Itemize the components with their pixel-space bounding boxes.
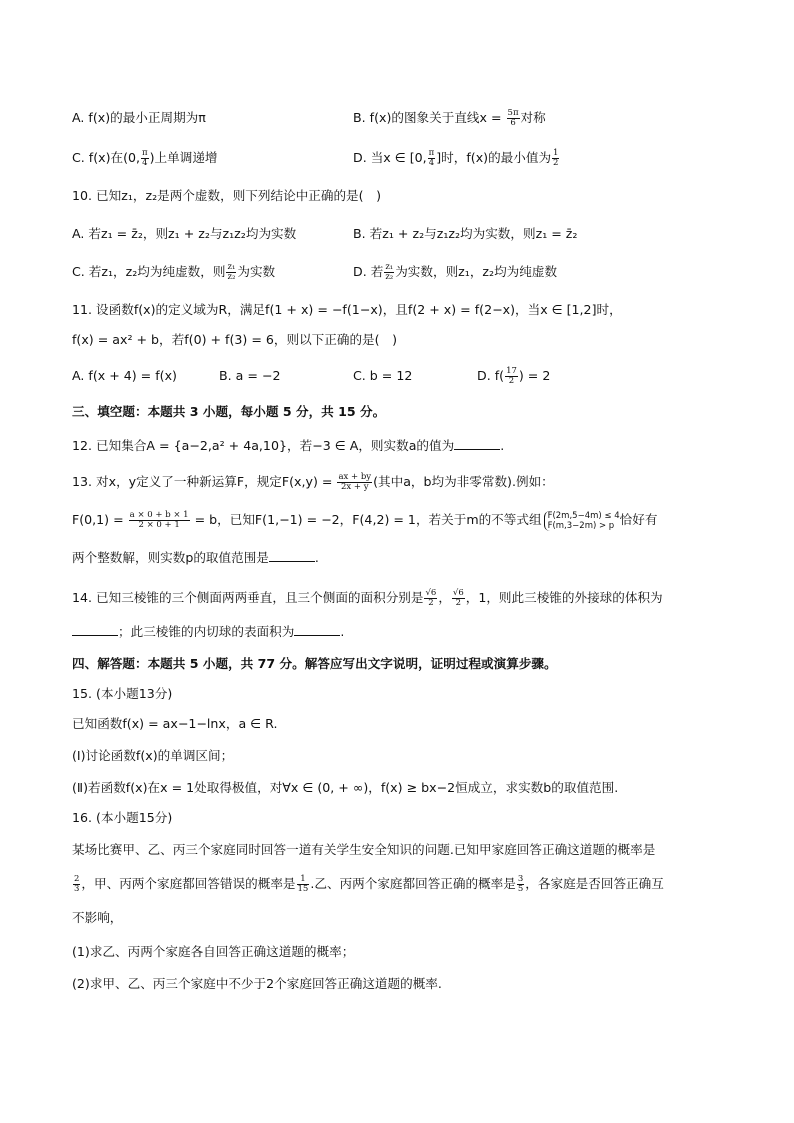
fraction: $\frac{1}{2}$ (553, 148, 559, 168)
q10-option-b: B. 若z₁ + z₂与z₁z₂均为实数，则z₁ = z̄₂ (353, 226, 578, 241)
q16-heading: 16. (本小题15分) (72, 810, 173, 825)
section-heading-fill-in: 三、填空题：本题共 3 小题，每小题 5 分，共 15 分。 (72, 404, 386, 419)
q16-text-line2: $\frac{2}{3}$ ，甲、丙两个家庭都回答错误的概率是 $\frac{1}{15}$ .乙、丙两个家庭都回答正确的概率是 $\frac{3}{5}$ ，各家庭是否回答正确互 (74, 874, 664, 894)
q15-given: 已知函数f(x) = ax−1−lnx，a ∈ R. (72, 716, 278, 731)
q15-part1: (Ⅰ)讨论函数f(x)的单调区间； (72, 748, 234, 763)
answer-blank (454, 437, 500, 450)
q11-option-a: A. f(x + 4) = f(x) (72, 368, 177, 383)
q11-option-b: B. a = −2 (219, 368, 281, 383)
fraction: $\frac{√6}{2}$ (452, 588, 464, 608)
q10-option-a: A. 若z₁ = z̄₂，则z₁ + z₂与z₁z₂均为实数 (72, 226, 297, 241)
q16-text-line1: 某场比赛甲、乙、丙三个家庭同时回答一道有关学生安全知识的问题.已知甲家庭回答正确这道题的概率是 (72, 842, 656, 857)
fraction: $\frac{17}{2}$ (506, 366, 517, 386)
q12: 12. 已知集合A = {a−2,a² + 4a,10}，若−3 ∈ A，则实数a的值为 . (72, 438, 505, 453)
q11-option-c: C. b = 12 (353, 368, 413, 383)
fraction: $\frac{2}{3}$ (74, 874, 80, 894)
q15-heading: 15. (本小题13分) (72, 686, 173, 701)
inequality-system: F(2m,5−4m) ≤ 4 F(m,3−2m) > p (544, 511, 620, 531)
q16-part2: (2)求甲、乙、丙三个家庭中不少于2个家庭回答正确这道题的概率. (72, 976, 442, 991)
q14-line1: 14. 已知三棱锥的三个侧面两两垂直，且三个侧面的面积分别是 $\frac{√6}{2}$ ， $\frac{√6}{2}$ ，1，则此三棱锥的外接球的体积为 (72, 588, 663, 608)
q10-stem: 10. 已知z₁，z₂是两个虚数，则下列结论中正确的是( ) (72, 188, 382, 203)
fraction: $\frac{\text{z₁}}{\text{z₂}}$ (385, 262, 394, 282)
fraction: $\frac{\pi}{4}$ (428, 148, 435, 168)
q13-line1: 13. 对x，y定义了一种新运算F，规定F(x,y) = $\frac{ax + by}{2x + y}$ (其中a，b均为非零常数).例如： (72, 472, 554, 492)
q14-line2: ；此三棱锥的内切球的表面积为 . (72, 622, 344, 642)
answer-blank (294, 623, 340, 636)
q13-line2: F(0,1) = $\frac{a \times 0 + b \times 1}{2 \times 0 + 1}$ = b，已知F(1,−1) = −2，F(4,2) = 1，若关于m的不等式组 F(2m,5−4m) ≤ 4 F(m,3−2m) > p 恰好有 (72, 510, 658, 531)
fraction: $\frac{3}{5}$ (517, 874, 524, 894)
fraction: $\frac{\text{z₁}}{\text{z₂}}$ (227, 262, 236, 282)
fraction: $\frac{\pi}{4}$ (142, 148, 148, 168)
q16-part1: (1)求乙、丙两个家庭各自回答正确这道题的概率； (72, 944, 355, 959)
q11-stem-line2: f(x) = ax² + b，若f(0) + f(3) = 6，则以下正确的是( ) (72, 332, 398, 347)
q9-option-b: B. f(x)的图象关于直线x = $\frac{5\pi}{6}$ 对称 (353, 108, 546, 128)
q11-stem-line1: 11. 设函数f(x)的定义域为R，满足f(1 + x) = −f(1−x)，且f(2 + x) = f(2−x)，当x ∈ [1,2]时， (72, 302, 622, 317)
answer-blank (269, 549, 315, 562)
section-heading-problems: 四、解答题：本题共 5 小题，共 77 分。解答应写出文字说明，证明过程或演算步骤。 (72, 656, 557, 671)
fraction: $\frac{5\pi}{6}$ (507, 108, 519, 128)
answer-blank (72, 623, 118, 636)
q16-text-line3: 不影响， (72, 910, 123, 925)
q11-option-d: D. f( $\frac{17}{2}$ ) = 2 (477, 366, 551, 386)
q13-line3: 两个整数解，则实数p的取值范围是 . (72, 550, 319, 565)
fraction: $\frac{ax + by}{2x + y}$ (338, 472, 372, 492)
fraction: $\frac{1}{15}$ (297, 874, 309, 894)
q9-option-a: A. f(x)的最小正周期为π (72, 110, 206, 125)
q9-option-c: C. f(x)在(0, $\frac{\pi}{4}$ )上单调递增 (72, 148, 218, 168)
q10-option-c: C. 若z₁，z₂均为纯虚数，则 $\frac{\text{z₁}}{\text{z₂}}$ 为实数 (72, 262, 276, 282)
q15-part2: (Ⅱ)若函数f(x)在x = 1处取得极值，对∀x ∈ (0, + ∞)，f(x) ≥ bx−2恒成立，求实数b的取值范围. (72, 780, 619, 795)
q10-option-d: D. 若 $\frac{\text{z₁}}{\text{z₂}}$ 为实数，则z₁，z₂均为纯虚数 (353, 262, 558, 282)
fraction: $\frac{a \times 0 + b \times 1}{2 \times 0 + 1}$ (129, 510, 189, 530)
q9-option-d: D. 当x ∈ [0, $\frac{\pi}{4}$ ]时，f(x)的最小值为 $\frac{1}{2}$ (353, 148, 559, 168)
fraction: $\frac{√6}{2}$ (425, 588, 437, 608)
